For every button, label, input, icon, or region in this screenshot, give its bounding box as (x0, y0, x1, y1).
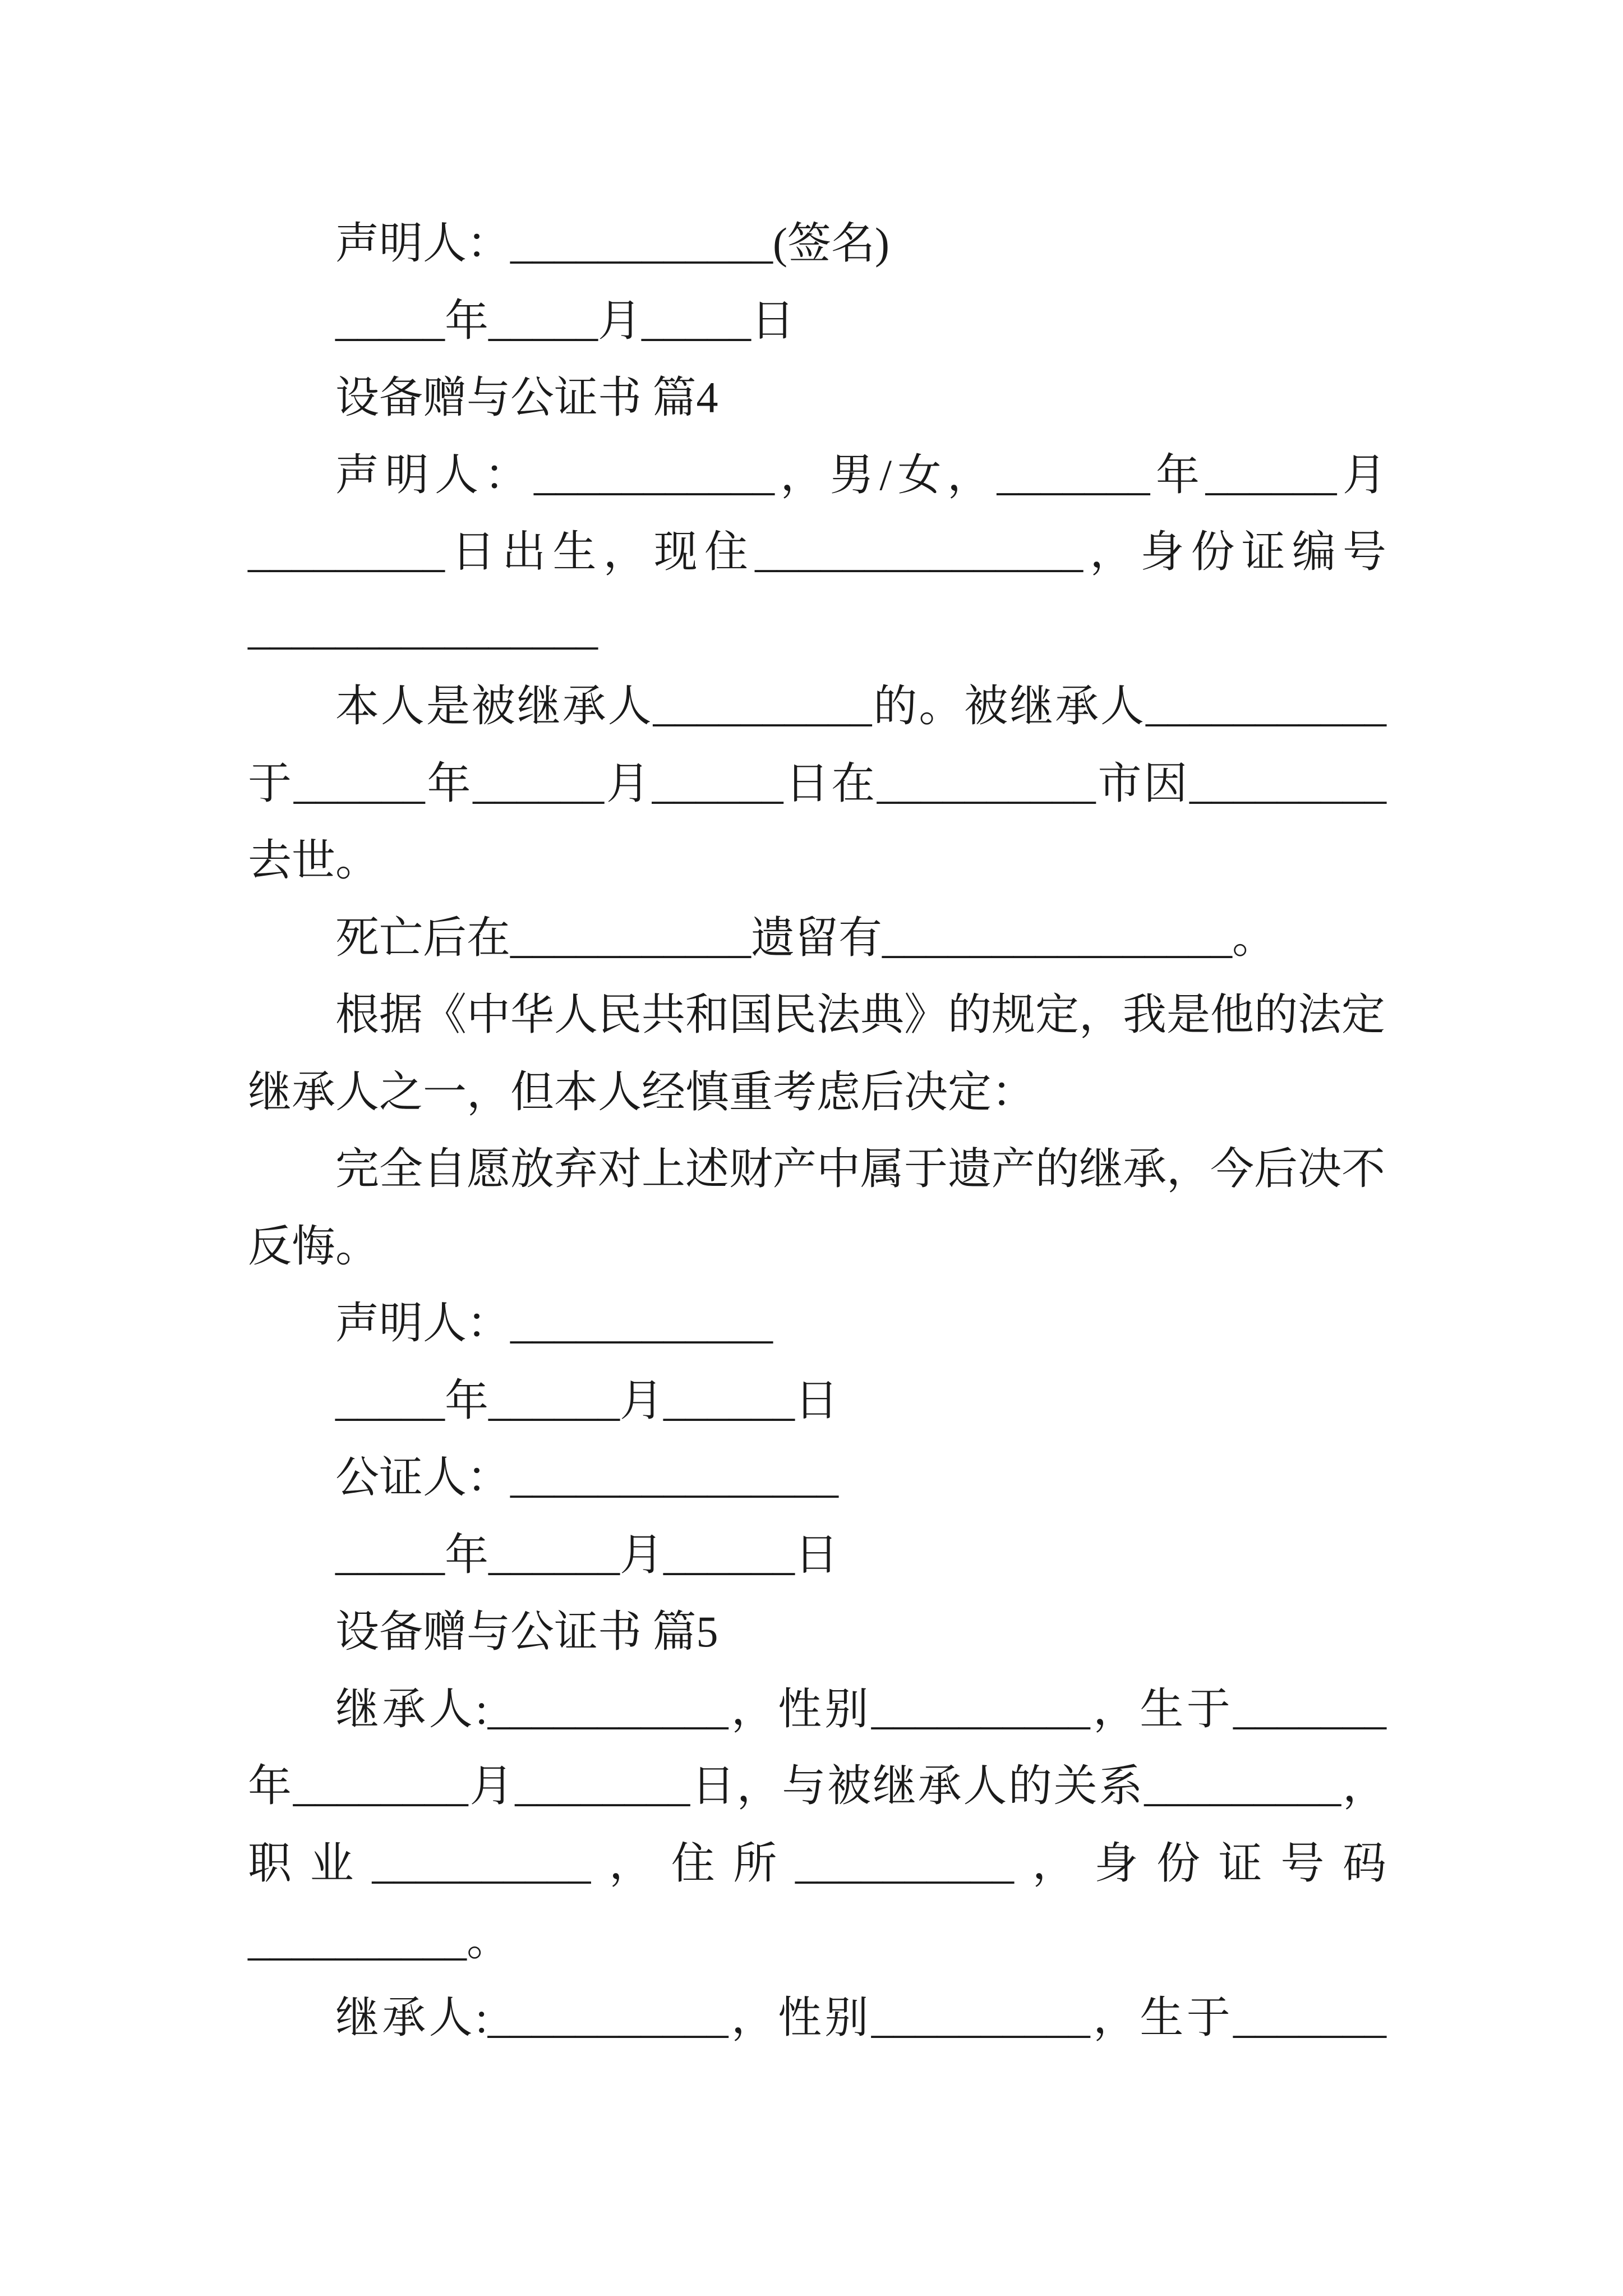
heir-info-line: 继承人:___________，性别__________，生于_______ (335, 1993, 1386, 2042)
heir-info-line: 职业__________，住所__________，身份证号码 (248, 1838, 1386, 1888)
heir-info-line: 继承人:___________，性别__________，生于_______ (335, 1684, 1386, 1733)
heir-info-line: 年________月________日，与被继承人的关系_________， (248, 1761, 1386, 1810)
renunciation-line: 完全自愿放弃对上述财产中属于遗产的继承，今后决不 (335, 1144, 1386, 1193)
decedent-death-line: 去世。 (248, 836, 380, 885)
decedent-relation-line: 本人是被继承人__________的。被继承人___________ (335, 682, 1386, 730)
heir-info-line: __________。 (248, 1916, 511, 1964)
document-page (248, 205, 1386, 2056)
declarant-signature-line: 声明人：____________ (335, 1299, 773, 1347)
declarant-date-line: _____年______月______日 (335, 1375, 839, 1425)
decedent-death-line: 于______年______月______日在__________市因_________ (248, 758, 1386, 808)
legal-basis-line: 根据《中华人民共和国民法典》的规定，我是他的法定 (335, 990, 1386, 1039)
notary-date-line: _____年______月______日 (335, 1530, 839, 1579)
section-heading-5: 设备赠与公证书 篇5 (335, 1607, 718, 1656)
declarant-signature-line: 声明人：____________(签名) (335, 219, 889, 268)
legal-basis-line: 继承人之一，但本人经慎重考虑后决定： (248, 1067, 1036, 1116)
notary-signature-line: 公证人：_______________ (335, 1453, 839, 1502)
declarant-info-line: 声明人：___________，男/女，_______年______月 (335, 450, 1386, 499)
section-heading-4: 设备赠与公证书 篇4 (335, 373, 718, 422)
estate-line: 死亡后在___________遗留有________________。 (335, 913, 1276, 962)
signature-date-line: _____年_____月_____日 (335, 296, 795, 345)
declarant-info-line: _________日出生，现住_______________，身份证编号 (248, 527, 1386, 576)
renunciation-line: 反悔。 (248, 1221, 380, 1271)
id-number-blank: ________________ (248, 604, 598, 654)
